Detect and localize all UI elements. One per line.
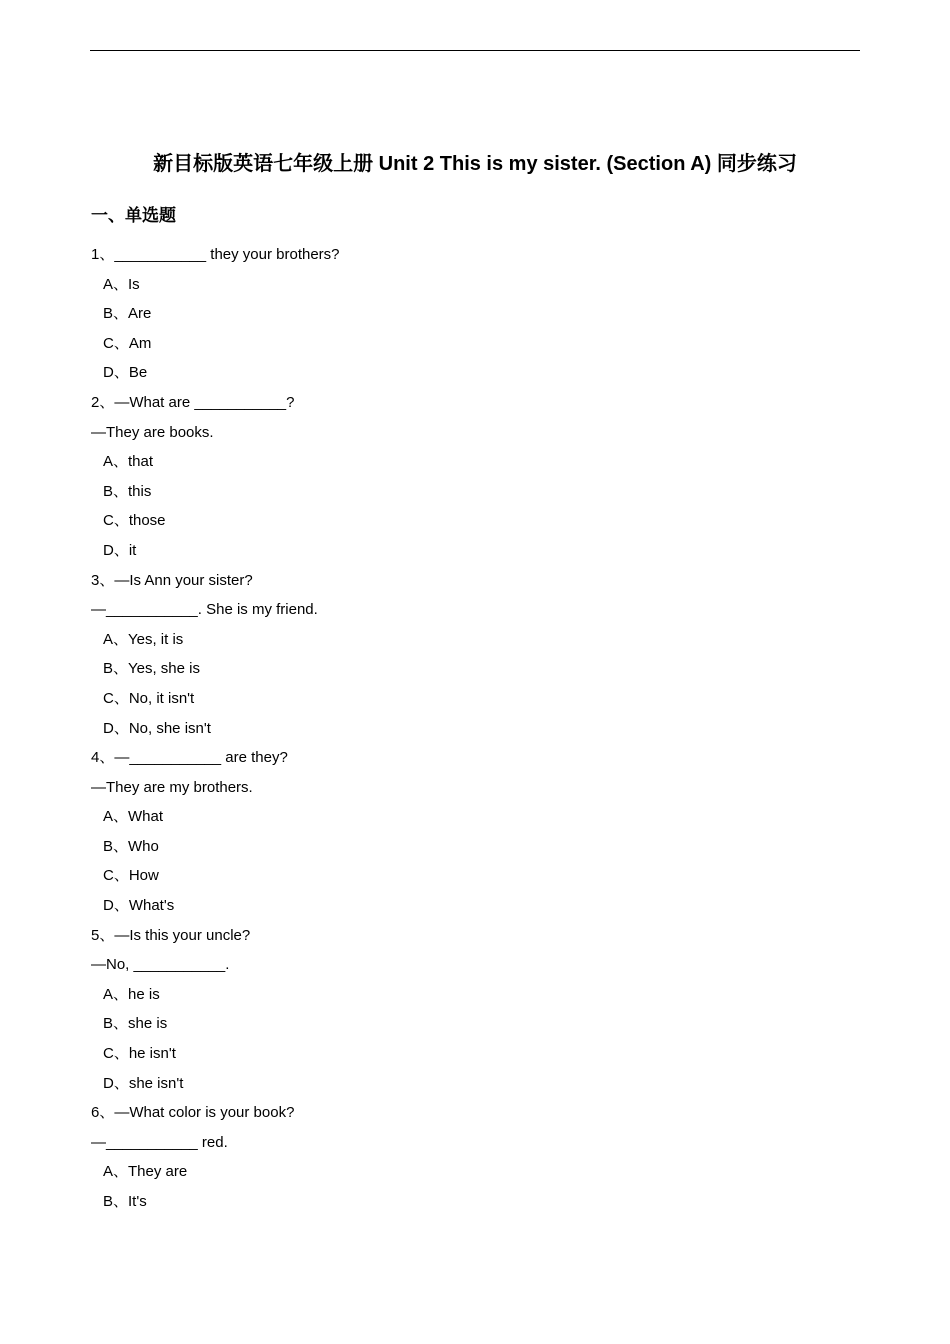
question-5 (91, 921, 851, 1099)
question-3-option-a: A、Yes, it is (103, 630, 184, 648)
header-rule (90, 50, 860, 51)
question-6 (91, 1098, 851, 1216)
question-4-option-b: B、Who (103, 837, 159, 855)
question-2-response: —They are books. (91, 423, 214, 441)
question-5-stem: 5、—Is this your uncle? (91, 926, 251, 944)
question-1-option-d: D、Be (103, 364, 148, 382)
question-2-option-a: A、that (103, 453, 154, 471)
question-6-response: —___________ red. (91, 1133, 228, 1151)
question-4 (91, 743, 851, 921)
question-4-option-a: A、What (103, 808, 164, 826)
question-2-option-d: D、it (103, 541, 137, 559)
question-1-option-a: A、Is (103, 275, 140, 293)
question-5-response: —No, ___________. (91, 956, 230, 974)
question-5-option-c: C、he isn't (103, 1045, 176, 1063)
question-2 (91, 388, 851, 566)
document-title: 新目标版英语七年级上册 Unit 2 This is my sister. (Section A) 同步练习 (153, 153, 797, 175)
question-4-stem: 4、—___________ are they? (91, 749, 288, 767)
question-2-stem: 2、—What are ___________? (91, 393, 295, 411)
question-4-option-c: C、How (103, 867, 159, 885)
question-3 (91, 566, 851, 744)
question-6-option-b: B、It's (103, 1193, 147, 1210)
question-1-option-b: B、Are (103, 305, 152, 323)
question-6-option-a: A、They are (103, 1163, 188, 1181)
question-1 (91, 240, 851, 388)
question-4-response: —They are my brothers. (91, 778, 253, 796)
question-3-stem: 3、—Is Ann your sister? (91, 571, 253, 589)
question-5-option-d: D、she isn't (103, 1074, 184, 1092)
question-5-option-b: B、she is (103, 1015, 168, 1033)
section-heading: 一、单选题 (91, 206, 176, 225)
question-2-option-b: B、this (103, 482, 152, 500)
question-list (91, 240, 851, 1217)
question-6-stem: 6、—What color is your book? (91, 1104, 295, 1122)
question-3-response: —___________. She is my friend. (91, 601, 318, 619)
question-3-option-d: D、No, she isn't (103, 719, 211, 737)
question-4-option-d: D、What's (103, 897, 175, 915)
question-3-option-b: B、Yes, she is (103, 660, 200, 678)
question-3-option-c: C、No, it isn't (103, 689, 195, 707)
question-2-option-c: C、those (103, 512, 166, 530)
question-1-option-c: C、Am (103, 334, 152, 352)
question-5-option-a: A、he is (103, 985, 160, 1003)
question-1-stem: 1、___________ they your brothers? (91, 246, 340, 263)
